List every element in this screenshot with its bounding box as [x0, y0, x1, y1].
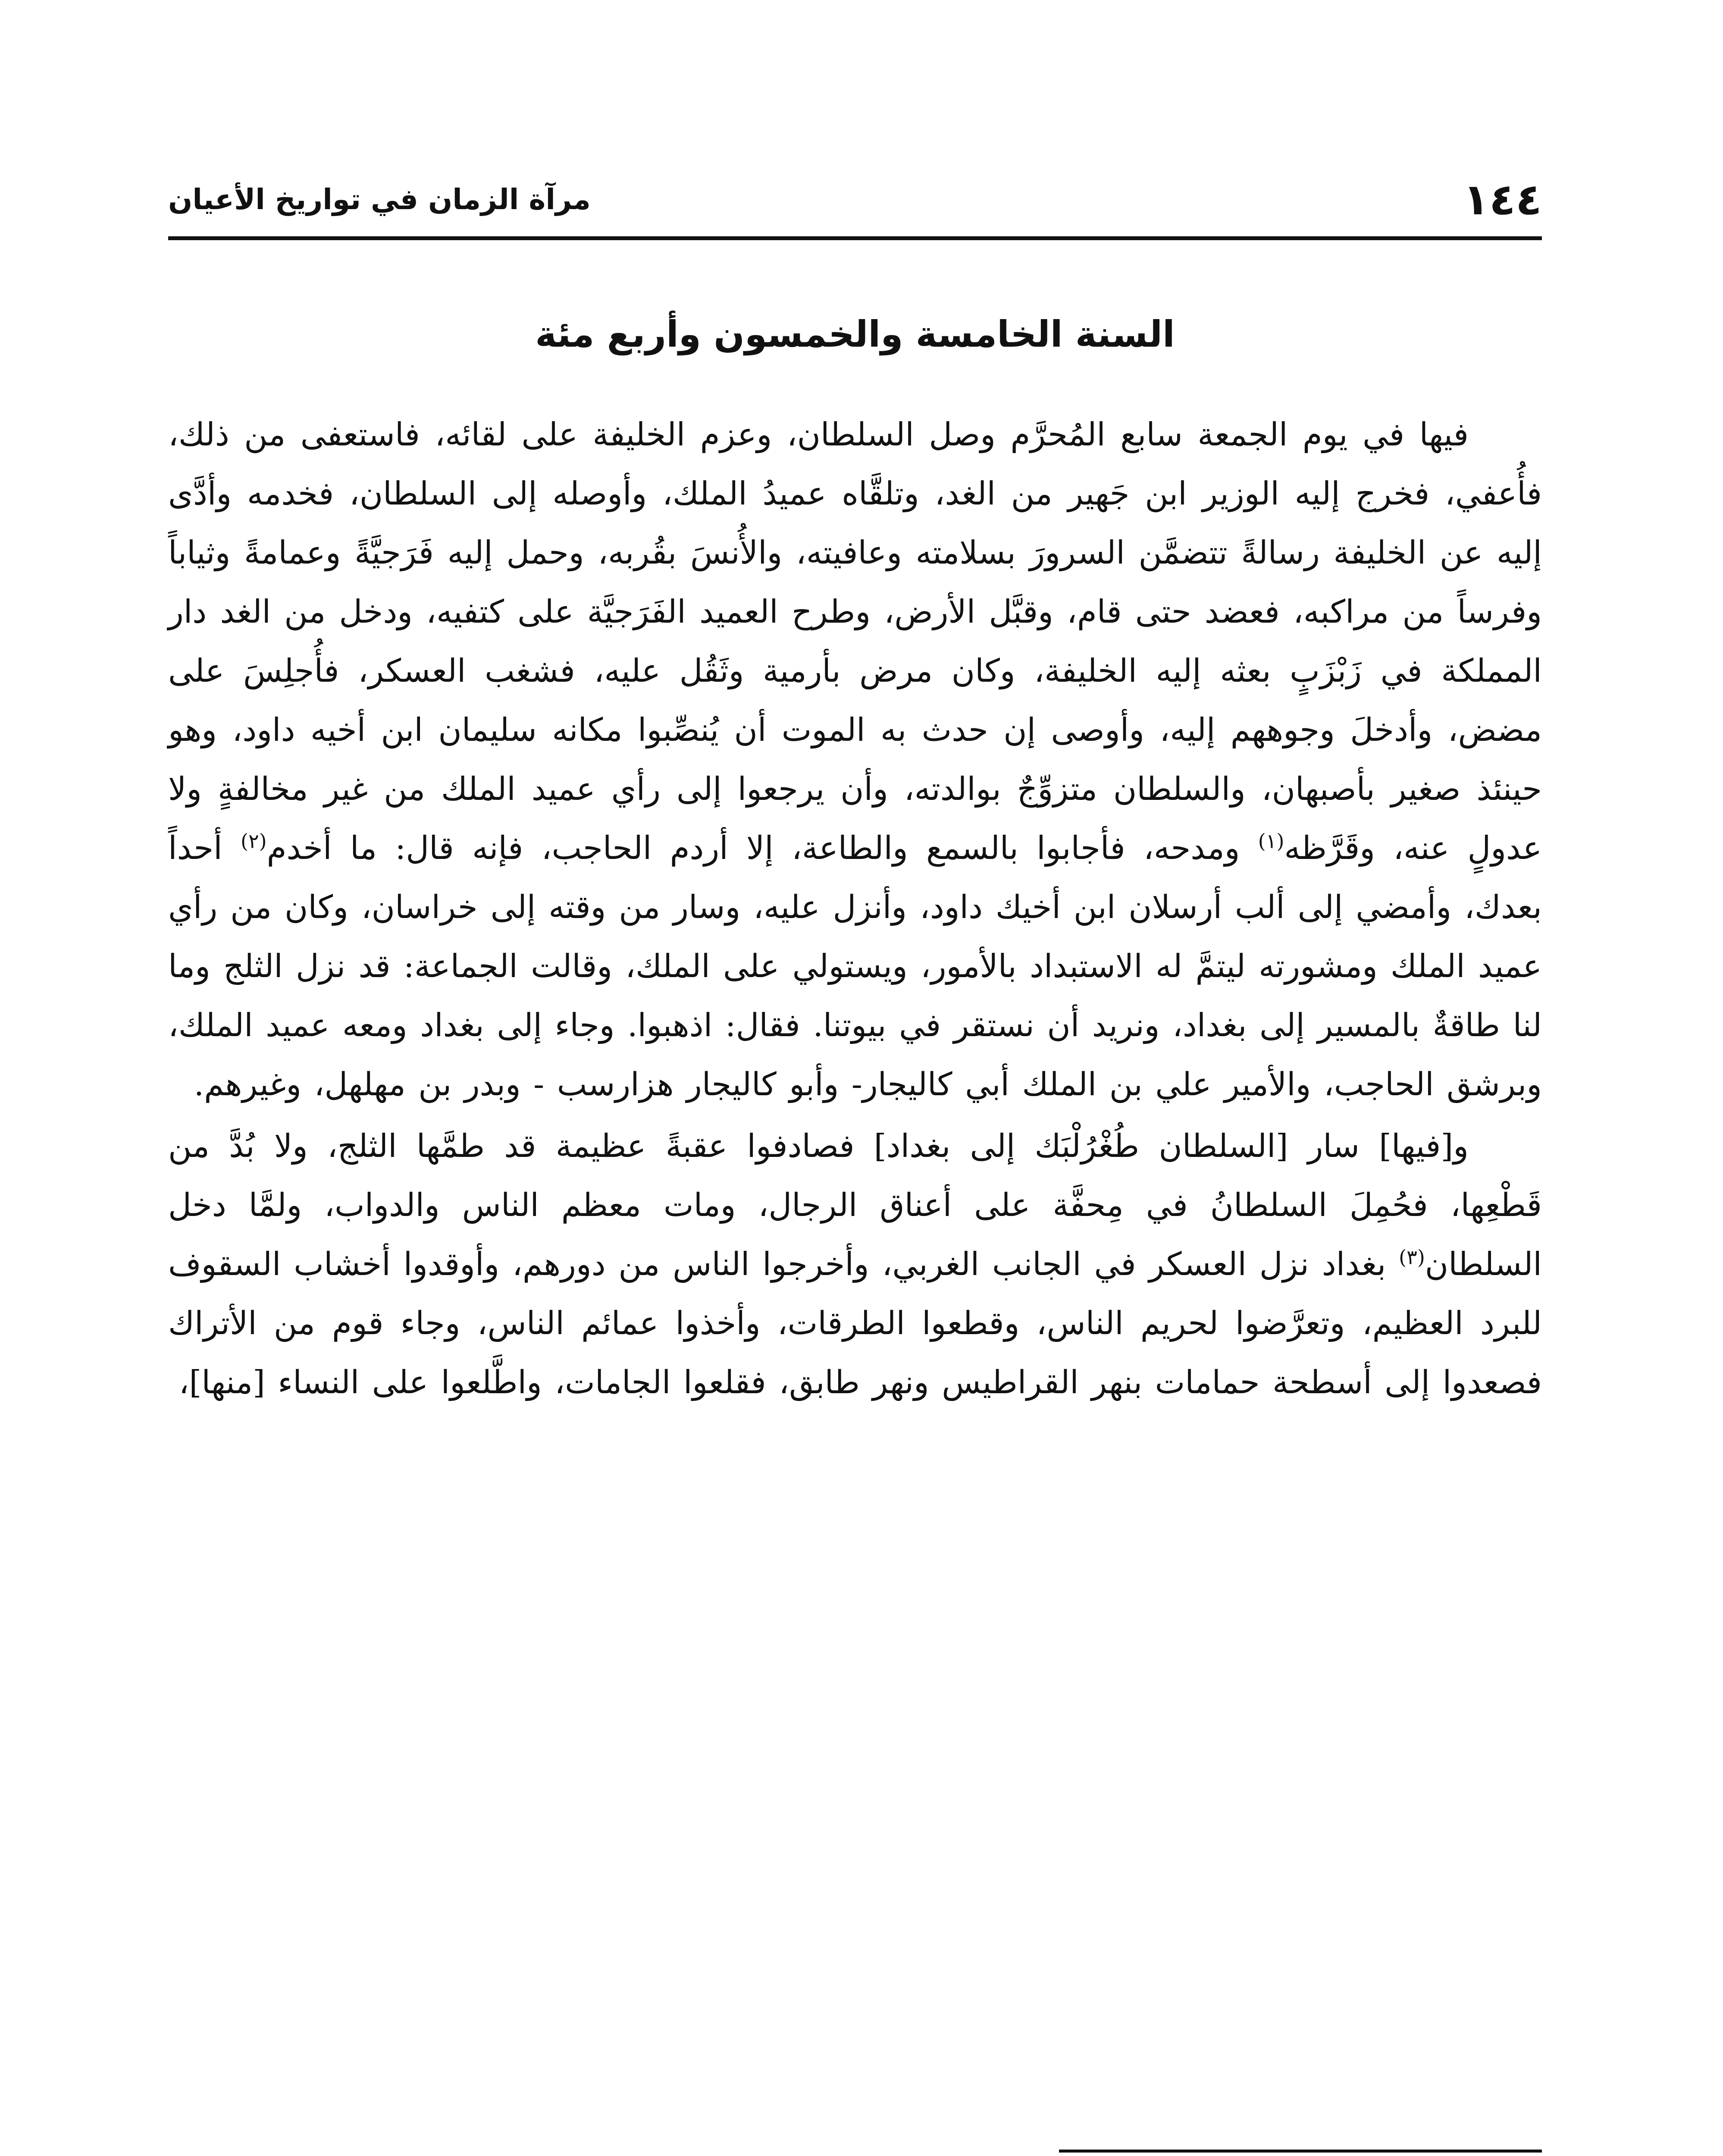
section-title: السنة الخامسة والخمسون وأربع مئة [535, 313, 1175, 355]
paragraph-text: أحداً بعدك، وأمضي إلى ألب أرسلان ابن أخيك داود، وأنزل عليه، وسار من وقته إلى خراسان، وكان من رأي عميد الملك ومشورته ليتمَّ له الاستبداد بالأمور، ويستولي على الملك، وقالت الجماعة: قد نزل الثلج وما لنا طاقةٌ بالمسير إلى بغداد، ونريد أن نستقر في بيوتنا. فقال: اذهبوا. وجاء إلى بغداد ومعه عميد الملك، وبرشق الحاجب، والأمير علي بن الملك أبي كاليجار- وأبو كاليجار هزارسب - وبدر بن مهلهل، وغيرهم. [168, 830, 1542, 1103]
paragraph-text: بغداد نزل العسكر في الجانب الغربي، وأخرجوا الناس من دورهم، وأوقدوا أخشاب السقوف للبرد العظيم، وتعرَّضوا لحريم الناس، وقطعوا الطرقات، وأخذوا عمائم الناس، وجاء قوم من الأتراك فصعدوا إلى أسطحة حمامات بنهر القراطيس ونهر طابق، فقلعوا الجامات، واطَّلعوا على النساء [منها]، [168, 1246, 1542, 1401]
footnote-divider [1059, 2150, 1542, 2153]
book-title: مرآة الزمان في تواريخ الأعيان [168, 183, 591, 216]
running-header [168, 167, 1542, 232]
main-text [168, 405, 1542, 1412]
paragraph-text: ومدحه، فأجابوا بالسمع والطاعة، إلا أردم الحاجب، فإنه قال: ما أخدم [266, 830, 1258, 867]
paragraph-text: فيها في يوم الجمعة سابع المُحرَّم وصل السلطان، وعزم الخليفة على لقائه، فاستعفى من ذلك، فأُعفي، فخرج إليه الوزير ابن جَهير من الغد، وتلقَّاه عميدُ الملك، وأوصله إلى السلطان، فخدمه وأدَّى إليه عن الخليفة رسالةً تتضمَّن السرورَ بسلامته وعافيته، والأُنسَ بقُربه، وحمل إليه فَرَجيَّةً وعمامةً وثياباً وفرساً من مراكبه، فعضد حتى قام، وقبَّل الأرض، وطرح العميد الفَرَجيَّة على كتفيه، ودخل من الغد دار المملكة في زَبْزَبٍ بعثه إليه الخليفة، وكان مرض بأرمية وثَقُل عليه، فشغب العسكر، فأُجلِسَ على مضض، وأدخلَ وجوههم إليه، وأوصى إن حدث به الموت أن يُنصِّبوا مكانه سليمان ابن أخيه داود، وهو حينئذ صغير بأصبهان، والسلطان متزوِّجٌ بوالدته، وأن يرجعوا إلى رأي عميد الملك من غير مخالفةٍ ولا عدولٍ عنه، وقَرَّظه [168, 416, 1542, 867]
paragraph-2 [168, 1117, 1542, 1412]
footnote-marker-2: (٢) [240, 829, 267, 853]
footnote-marker-1: (١) [1258, 829, 1284, 853]
paragraph-text: و[فيها] سار [السلطان طُغْرُلْبَك إلى بغداد] فصادفوا عقبةً عظيمة قد طمَّها الثلج، ولا بُدَّ من قَطْعِها، فحُمِلَ السلطانُ في مِحفَّة على أعناق الرجال، ومات معظم الناس والدواب، ولمَّا دخل السلطان [168, 1128, 1542, 1283]
page-number: ١٤٤ [1463, 174, 1542, 225]
header-divider [168, 236, 1542, 240]
paragraph-1 [168, 405, 1542, 1114]
footnote-marker-3: (٣) [1399, 1245, 1425, 1269]
